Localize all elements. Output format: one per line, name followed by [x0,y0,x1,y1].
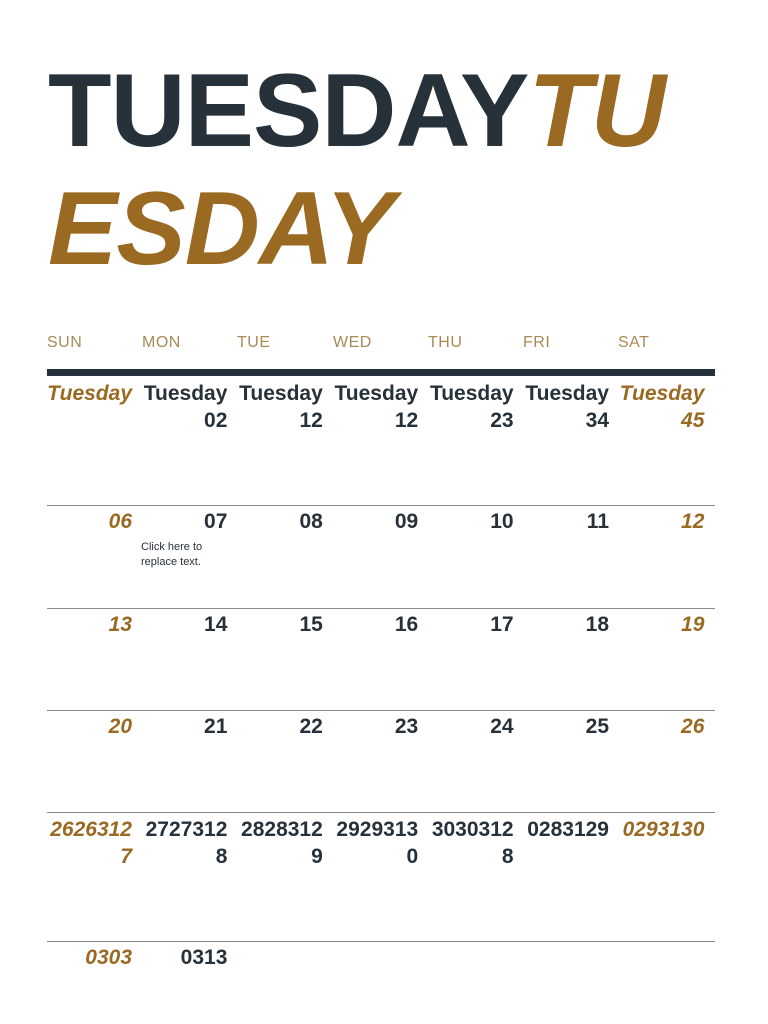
month-title [48,52,728,288]
day-cell[interactable]: 18 [585,613,609,636]
day-cell[interactable]: 0303 [85,946,132,969]
weekday-wed: WED [333,334,372,351]
day-cell[interactable]: 0293130 [622,818,705,841]
day-cell[interactable]: 16 [394,613,419,636]
placeholder-note[interactable]: Click here to replace text. [141,541,203,568]
week-divider [47,505,715,506]
day-cell[interactable]: 17 [490,613,514,636]
day-cell[interactable]: Tuesday45 [619,382,705,432]
day-cell[interactable]: 21 [204,715,228,738]
day-cell[interactable]: 0283129 [527,818,609,841]
day-cell[interactable]: 06 [108,510,132,533]
day-cell[interactable]: 28283129 [241,818,323,868]
week-divider [47,941,715,942]
weekday-tue: TUE [237,334,271,351]
weekday-mon: MON [142,334,181,351]
day-cell[interactable]: 11 [586,510,609,533]
day-cell[interactable]: 22 [299,715,323,738]
weekday-thu: THU [428,334,463,351]
day-cell[interactable]: 26263127 [50,818,132,868]
day-cell[interactable]: 19 [681,613,705,636]
day-cell[interactable]: 29293130 [336,818,419,868]
day-cell[interactable]: 12 [681,510,705,533]
day-cell[interactable]: 13 [108,613,132,636]
title-part-2: TUESDAY [48,53,666,287]
day-cell[interactable]: Tuesday02 [143,382,228,432]
weekday-sat: SAT [618,334,650,351]
week-divider [47,608,715,609]
day-cell[interactable]: 24 [490,715,514,738]
weekday-header [47,334,715,354]
day-cell[interactable]: 08 [299,510,323,533]
day-cell[interactable]: 25 [585,715,609,738]
title-part-1: TUESDAY [48,53,529,169]
day-cell[interactable]: 27273128 [145,818,228,868]
week-divider [47,812,715,813]
weekday-fri: FRI [523,334,551,351]
day-cell[interactable]: 0313 [180,946,228,969]
day-cell[interactable]: 23 [394,715,419,738]
day-cell[interactable]: Tuesday12 [334,382,419,432]
day-cell[interactable]: 07 [204,510,228,533]
week-divider [47,710,715,711]
day-cell[interactable]: 10 [490,510,514,533]
day-cell[interactable]: 09 [394,510,419,533]
day-cell[interactable]: 14 [204,613,228,636]
day-cell[interactable]: 26 [681,715,705,738]
day-cell[interactable]: 30303128 [431,818,514,868]
day-cell[interactable]: 20 [108,715,132,738]
weekday-sun: SUN [47,334,83,351]
day-cell[interactable]: Tuesday34 [525,382,609,432]
day-cell[interactable]: Tuesday [47,382,132,405]
day-cell[interactable]: Tuesday12 [239,382,323,432]
day-cell[interactable]: 15 [299,613,323,636]
day-cell[interactable]: Tuesday23 [429,382,514,432]
header-divider [47,369,715,376]
